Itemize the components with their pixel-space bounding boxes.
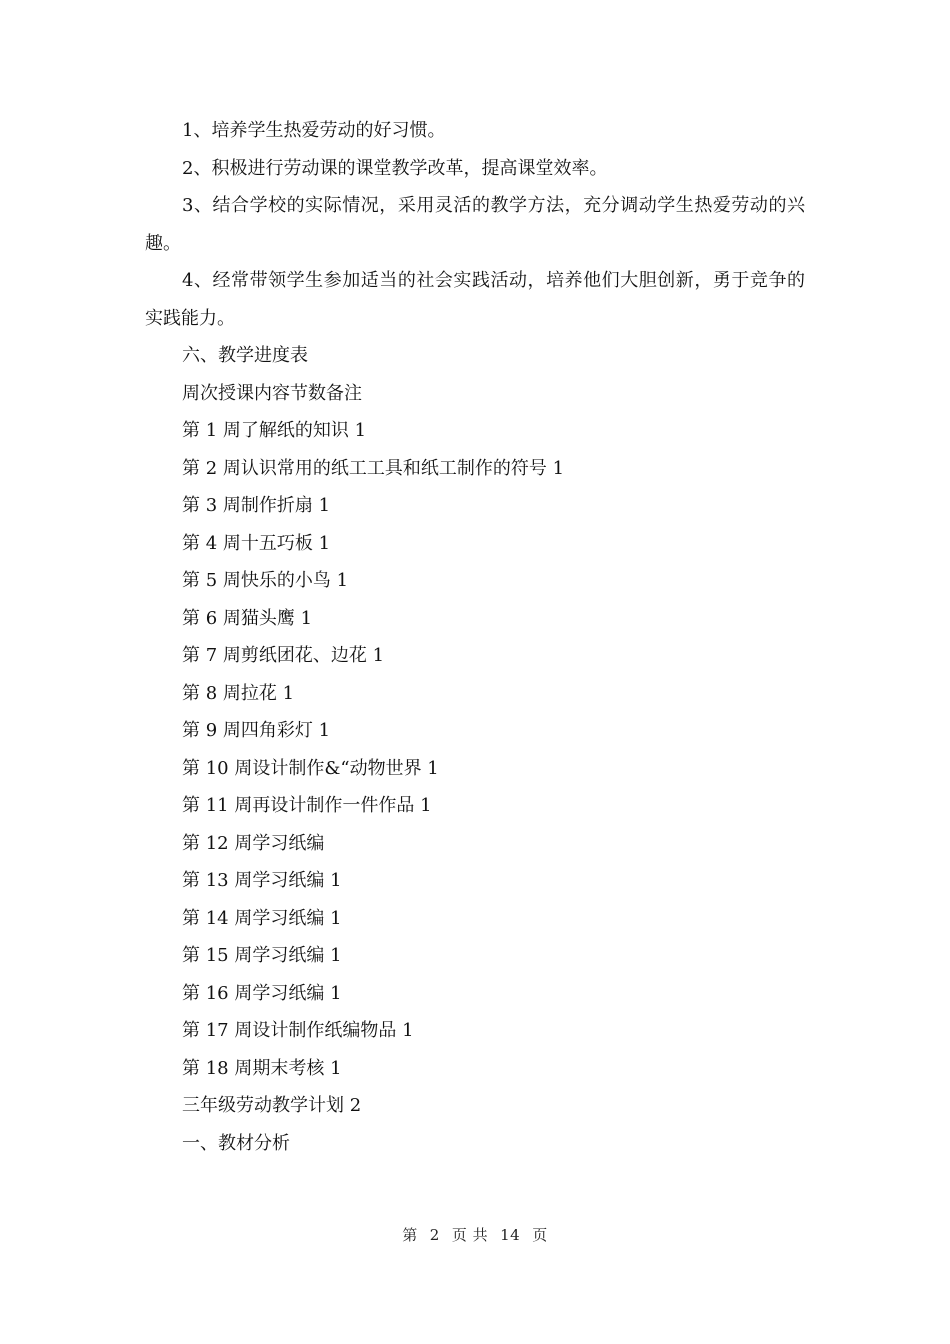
schedule-row: 第 1 周了解纸的知识 1 [182,420,367,441]
section-heading-textbook-analysis: 一、教材分析 [182,1132,290,1154]
schedule-row: 第 5 周快乐的小鸟 1 [182,570,349,591]
schedule-row: 第 10 周设计制作&“动物世界 1 [182,757,439,779]
footer-suffix: 页 [532,1226,548,1244]
goal-1: 1、培养学生热爱劳动的好习惯。 [182,120,446,141]
schedule-row: 第 12 周学习纸编 [182,832,325,854]
footer-middle: 页 共 [451,1226,489,1244]
schedule-row: 第 8 周拉花 1 [182,682,295,704]
schedule-header: 周次授课内容节数备注 [182,382,362,404]
schedule-row: 第 3 周制作折扇 1 [182,495,331,516]
plan-title: 三年级劳动教学计划 2 [182,1095,362,1116]
schedule-row: 第 6 周猫头鹰 1 [182,607,313,629]
section-heading-schedule: 六、教学进度表 [182,345,308,366]
schedule-row: 第 9 周四角彩灯 1 [182,720,331,741]
schedule-row: 第 18 周期末考核 1 [182,1057,342,1079]
document-body [145,112,805,1162]
goal-4: 4、经常带领学生参加适当的社会实践活动，培养他们大胆创新，勇于竞争的实践能力。 [145,270,805,329]
schedule-row: 第 11 周再设计制作一件作品 1 [182,795,432,816]
footer-current-page: 2 [429,1226,440,1244]
schedule-row: 第 4 周十五巧板 1 [182,532,331,554]
footer-total-pages: 14 [500,1226,521,1244]
schedule-row: 第 7 周剪纸团花、边花 1 [182,645,385,666]
page-footer [0,1224,950,1245]
schedule-row: 第 16 周学习纸编 1 [182,982,342,1004]
schedule-row: 第 15 周学习纸编 1 [182,945,342,966]
footer-prefix: 第 [402,1226,418,1244]
schedule-row: 第 17 周设计制作纸编物品 1 [182,1020,414,1041]
schedule-row: 第 2 周认识常用的纸工工具和纸工制作的符号 1 [182,457,565,479]
schedule-row: 第 13 周学习纸编 1 [182,870,342,891]
schedule-row: 第 14 周学习纸编 1 [182,907,342,929]
goal-2: 2、积极进行劳动课的课堂教学改革，提高课堂效率。 [182,157,608,179]
goal-3: 3、结合学校的实际情况，采用灵活的教学方法，充分调动学生热爱劳动的兴趣。 [145,195,805,254]
